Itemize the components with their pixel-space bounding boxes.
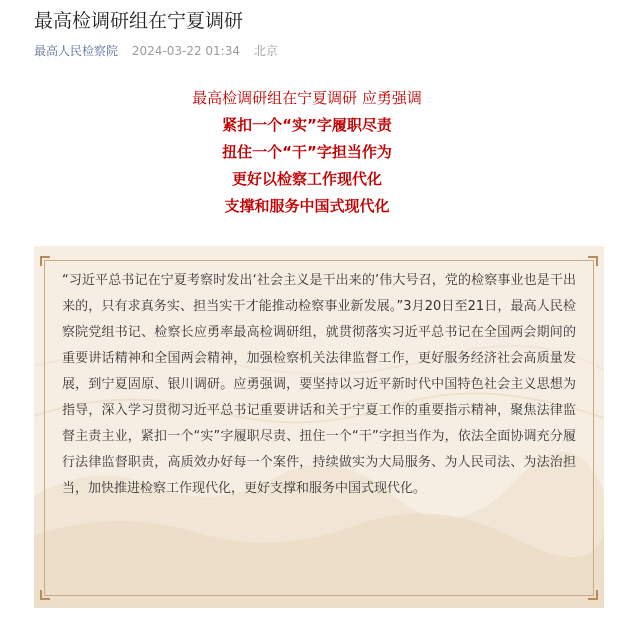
quote-panel — [34, 246, 604, 608]
headline-line-3: 更好以检察工作现代化 — [231, 170, 382, 188]
article-body-paragraph: “习近平总书记在宁夏考察时发出‘社会主义是干出来的’伟大号召，党的检察事业也是干出来的，只有求真务实、担当实干才能推动检察事业新发展。”3月20日至21日，最高人民检察院党组书记、检察长应勇率最高检调研组，就贯彻落实习近平总书记在全国两会期间的重要讲话精神和全国两会精神，加强检察机关法律监督工作，更好服务经济社会高质量发展，到宁夏固原、银川调研。应勇强调，要坚持以习近平新时代中国特色社会主义思想为指导，深入学习贯彻习近平总书记重要讲话和关于宁夏工作的重要指示精神，聚焦法律监督主责主业，紧扣一个“实”字履职尽责、扭住一个“干”字担当作为，依法全面协调充分履行法律监督职责，高质效办好每一个案件，持续做实为大局服务、为人民司法、为法治担当，加快推进检察工作现代化，更好支撑和服务中国式现代化。 — [62, 273, 576, 496]
account-name-link[interactable]: 最高人民检察院 — [34, 44, 119, 58]
headline-line-1: 紧扣一个“实”字履职尽责 — [222, 116, 392, 134]
article-meta — [34, 43, 278, 59]
headline-subtitle: 最高检调研组在宁夏调研 应勇强调 — [192, 89, 422, 107]
frame-corner-ornament — [40, 590, 50, 600]
article-title: 最高检调研组在宁夏调研 — [34, 10, 244, 32]
frame-corner-ornament — [588, 256, 598, 266]
publish-location: 北京 — [253, 44, 278, 58]
frame-corner-ornament — [40, 256, 50, 266]
publish-time: 2024-03-22 01:34 — [131, 44, 240, 58]
headline-line-4: 支撑和服务中国式现代化 — [224, 197, 390, 215]
headline-line-2: 扭住一个“干”字担当作为 — [222, 143, 392, 161]
frame-corner-ornament — [588, 590, 598, 600]
headline-block — [0, 88, 614, 223]
